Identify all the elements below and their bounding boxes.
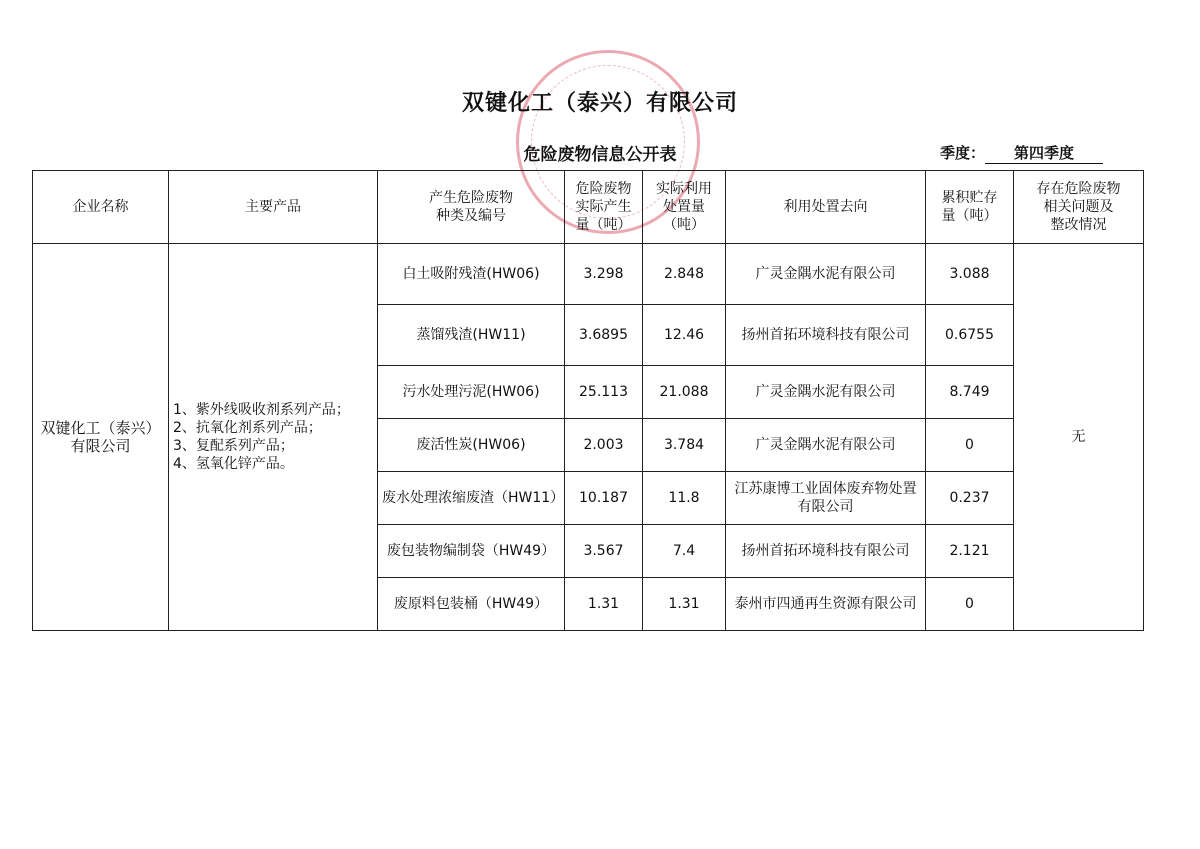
header-label-line: 量（吨） xyxy=(941,208,998,224)
header-main-products xyxy=(169,171,378,244)
header-label-line: 危险废物 xyxy=(575,181,632,197)
generated-amount-cell: 25.113 xyxy=(565,366,643,419)
disposed-amount-cell: 2.848 xyxy=(643,244,726,305)
header-label-line: 实际利用 xyxy=(656,181,712,197)
destination-cell: 广灵金隅水泥有限公司 xyxy=(726,244,926,305)
product-item: 1、紫外线吸收剂系列产品； xyxy=(173,402,350,418)
header-generated xyxy=(565,171,643,244)
product-item: 2、抗氧化剂系列产品； xyxy=(173,420,322,436)
waste-type-cell: 废活性炭(HW06) xyxy=(378,419,565,472)
stored-amount-cell: 2.121 xyxy=(926,525,1014,578)
disposed-amount-cell: 7.4 xyxy=(643,525,726,578)
generated-amount-cell: 2.003 xyxy=(565,419,643,472)
stored-amount-cell: 0 xyxy=(926,578,1014,631)
product-item: 3、复配系列产品； xyxy=(173,438,294,454)
generated-amount-cell: 3.567 xyxy=(565,525,643,578)
issues-cell: 无 xyxy=(1014,244,1144,631)
header-label-line: （吨） xyxy=(663,217,705,233)
waste-type-cell: 废水处理浓缩废渣（HW11） xyxy=(378,472,565,525)
stored-amount-cell: 0 xyxy=(926,419,1014,472)
stored-amount-cell: 0.237 xyxy=(926,472,1014,525)
header-label-line: 相关问题及 xyxy=(1043,199,1114,215)
generated-amount-cell: 3.6895 xyxy=(565,305,643,366)
table-header-row xyxy=(33,171,1144,244)
header-label-line: 处置量 xyxy=(663,199,705,215)
quarter-label: 季度： xyxy=(940,144,986,162)
header-label: 企业名称 xyxy=(72,199,129,215)
hazardous-waste-table xyxy=(32,170,1144,631)
header-label: 主要产品 xyxy=(245,199,301,215)
header-label-line: 存在危险废物 xyxy=(1036,181,1121,197)
header-destination xyxy=(726,171,926,244)
header-enterprise-name xyxy=(33,171,169,244)
main-products-cell xyxy=(169,244,378,631)
waste-type-cell: 废原料包装桶（HW49） xyxy=(378,578,565,631)
stored-amount-cell: 3.088 xyxy=(926,244,1014,305)
disposed-amount-cell: 11.8 xyxy=(643,472,726,525)
table-row xyxy=(33,244,1144,305)
header-disposed xyxy=(643,171,726,244)
waste-type-cell: 蒸馏残渣(HW11) xyxy=(378,305,565,366)
disposed-amount-cell: 12.46 xyxy=(643,305,726,366)
destination-cell: 扬州首拓环境科技有限公司 xyxy=(726,305,926,366)
product-item: 4、氢氧化锌产品。 xyxy=(173,456,294,472)
enterprise-name-cell: 双键化工（泰兴）有限公司 xyxy=(33,244,169,631)
disposed-amount-cell: 21.088 xyxy=(643,366,726,419)
header-label: 利用处置去向 xyxy=(783,199,868,215)
header-waste-type xyxy=(378,171,565,244)
destination-cell: 扬州首拓环境科技有限公司 xyxy=(726,525,926,578)
header-label-line: 累积贮存 xyxy=(941,190,998,206)
generated-amount-cell: 1.31 xyxy=(565,578,643,631)
header-label-line: 实际产生 xyxy=(575,199,632,215)
quarter-value: 第四季度 xyxy=(985,142,1103,164)
stored-amount-cell: 0.6755 xyxy=(926,305,1014,366)
waste-type-cell: 污水处理污泥(HW06) xyxy=(378,366,565,419)
stored-amount-cell: 8.749 xyxy=(926,366,1014,419)
waste-type-cell: 废包装物编制袋（HW49） xyxy=(378,525,565,578)
destination-cell: 江苏康博工业固体废弃物处置有限公司 xyxy=(726,472,926,525)
generated-amount-cell: 3.298 xyxy=(565,244,643,305)
disposed-amount-cell: 1.31 xyxy=(643,578,726,631)
document-subtitle: 危险废物信息公开表 xyxy=(523,145,677,165)
header-issues xyxy=(1014,171,1144,244)
header-label-line: 种类及编号 xyxy=(436,208,506,224)
header-stored xyxy=(926,171,1014,244)
generated-amount-cell: 10.187 xyxy=(565,472,643,525)
disposed-amount-cell: 3.784 xyxy=(643,419,726,472)
header-label-line: 整改情况 xyxy=(1050,217,1107,233)
header-label-line: 产生危险废物 xyxy=(429,190,513,206)
header-label-line: 量（吨） xyxy=(575,217,632,233)
waste-type-cell: 白土吸附残渣(HW06) xyxy=(378,244,565,305)
destination-cell: 广灵金隅水泥有限公司 xyxy=(726,419,926,472)
company-title: 双键化工（泰兴）有限公司 xyxy=(461,91,738,116)
quarter-field xyxy=(940,142,1103,164)
destination-cell: 泰州市四通再生资源有限公司 xyxy=(726,578,926,631)
destination-cell: 广灵金隅水泥有限公司 xyxy=(726,366,926,419)
